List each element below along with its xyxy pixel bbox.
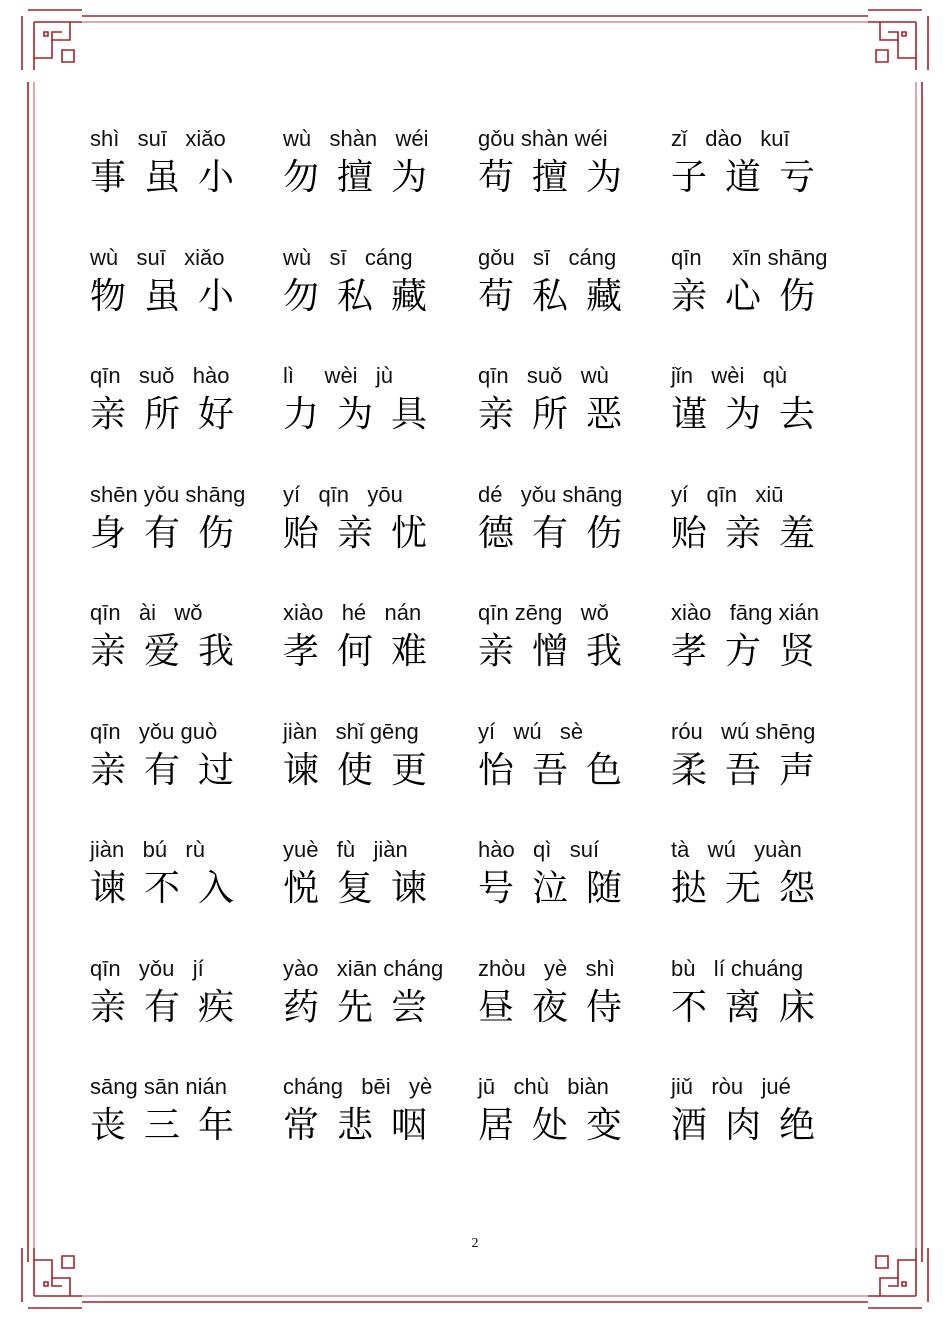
hanzi-text: 谏不入 <box>90 868 253 909</box>
hanzi-text: 亲所恶 <box>478 394 641 435</box>
pinyin-text: zǐ dào kuī <box>671 126 790 151</box>
pinyin-text: qīn suǒ wù <box>478 363 609 388</box>
hanzi-text: 身有伤 <box>90 512 253 554</box>
pinyin-text: qīn yǒu guò <box>90 718 218 744</box>
hanzi-text: 苟擅为 <box>478 157 641 198</box>
hanzi-text: 怡吾色 <box>478 749 641 791</box>
corner-ornament-bottom-left-icon <box>22 1248 82 1308</box>
pinyin-text: qīn zēng wǒ <box>478 600 609 625</box>
hanzi-text: 子道亏 <box>671 157 834 198</box>
pinyin-text: jiǔ ròu jué <box>671 1074 791 1099</box>
page-number: 2 <box>471 1236 479 1251</box>
corner-ornament-top-right-icon <box>868 10 928 70</box>
hanzi-text: 柔吾声 <box>671 749 834 791</box>
hanzi-text: 物虽小 <box>90 275 253 317</box>
pinyin-text: qīn suǒ hào <box>90 363 230 388</box>
pinyin-text: xiào hé nán <box>283 600 422 625</box>
pinyin-text: wù suī xiǎo <box>90 244 225 270</box>
hanzi-text: 事虽小 <box>90 157 253 198</box>
hanzi-text: 丧三年 <box>90 1105 253 1146</box>
hanzi-text: 德有伤 <box>478 512 641 554</box>
pinyin-text: róu wú shēng <box>671 718 816 744</box>
hanzi-text: 昼夜侍 <box>478 986 641 1028</box>
pinyin-text: yí qīn xiū <box>671 481 784 507</box>
hanzi-text: 常悲咽 <box>283 1105 446 1146</box>
hanzi-text: 亲憎我 <box>478 631 641 672</box>
pinyin-text: gǒu sī cáng <box>478 244 617 270</box>
pinyin-text: shì suī xiǎo <box>90 126 226 151</box>
hanzi-text: 不离床 <box>671 986 834 1028</box>
hanzi-text: 苟私藏 <box>478 275 641 317</box>
pinyin-text: qīn yǒu jí <box>90 955 204 981</box>
pinyin-text: sāng sān nián <box>90 1074 227 1099</box>
hanzi-text: 亲心伤 <box>671 275 834 317</box>
hanzi-text: 药先尝 <box>283 986 446 1028</box>
pinyin-text: zhòu yè shì <box>478 955 615 981</box>
hanzi-text: 酒肉绝 <box>671 1105 834 1146</box>
hanzi-text: 力为具 <box>283 394 446 435</box>
pinyin-text: gǒu shàn wéi <box>478 126 608 151</box>
corner-ornament-bottom-right-icon <box>868 1248 928 1308</box>
hanzi-text: 勿私藏 <box>283 275 446 317</box>
pinyin-text: jū chù biàn <box>478 1074 609 1099</box>
pinyin-text: shēn yǒu shāng <box>90 481 246 507</box>
pinyin-text: wù sī cáng <box>283 244 413 270</box>
hanzi-text: 居处变 <box>478 1105 641 1146</box>
hanzi-text: 亲爱我 <box>90 631 253 672</box>
hanzi-text: 亲有疾 <box>90 986 253 1028</box>
hanzi-text: 亲有过 <box>90 749 253 791</box>
pinyin-text: qīn ài wǒ <box>90 600 203 625</box>
pinyin-text: yuè fù jiàn <box>283 837 408 862</box>
hanzi-text: 谏使更 <box>283 749 446 791</box>
hanzi-text: 贻亲忧 <box>283 512 446 554</box>
pinyin-text: qīn xīn shāng <box>671 244 828 270</box>
pinyin-text: xiào fāng xián <box>671 600 819 625</box>
pinyin-text: bù lí chuáng <box>671 955 804 981</box>
pinyin-text: jǐn wèi qù <box>671 363 788 388</box>
hanzi-text: 悦复谏 <box>283 868 446 909</box>
pinyin-text: yí qīn yōu <box>283 481 403 507</box>
hanzi-text: 挞无怨 <box>671 868 834 909</box>
pinyin-text: yí wú sè <box>478 718 584 744</box>
pinyin-text: cháng bēi yè <box>283 1074 433 1099</box>
hanzi-text: 谨为去 <box>671 394 834 435</box>
hanzi-text: 勿擅为 <box>283 157 446 198</box>
hanzi-text: 孝方贤 <box>671 631 834 672</box>
pinyin-text: hào qì suí <box>478 837 600 862</box>
pinyin-text: jiàn bú rù <box>90 837 205 862</box>
pinyin-text: yào xiān cháng <box>283 955 444 981</box>
pinyin-text: jiàn shǐ gēng <box>283 718 419 744</box>
pinyin-text: dé yǒu shāng <box>478 481 623 507</box>
hanzi-text: 贻亲羞 <box>671 512 834 554</box>
corner-ornament-top-left-icon <box>22 10 82 70</box>
pinyin-text: lì wèi jù <box>283 363 394 388</box>
pinyin-text: tà wú yuàn <box>671 837 802 862</box>
hanzi-text: 孝何难 <box>283 631 446 672</box>
hanzi-text: 亲所好 <box>90 394 253 435</box>
hanzi-text: 号泣随 <box>478 868 641 909</box>
pinyin-text: wù shàn wéi <box>283 126 429 151</box>
